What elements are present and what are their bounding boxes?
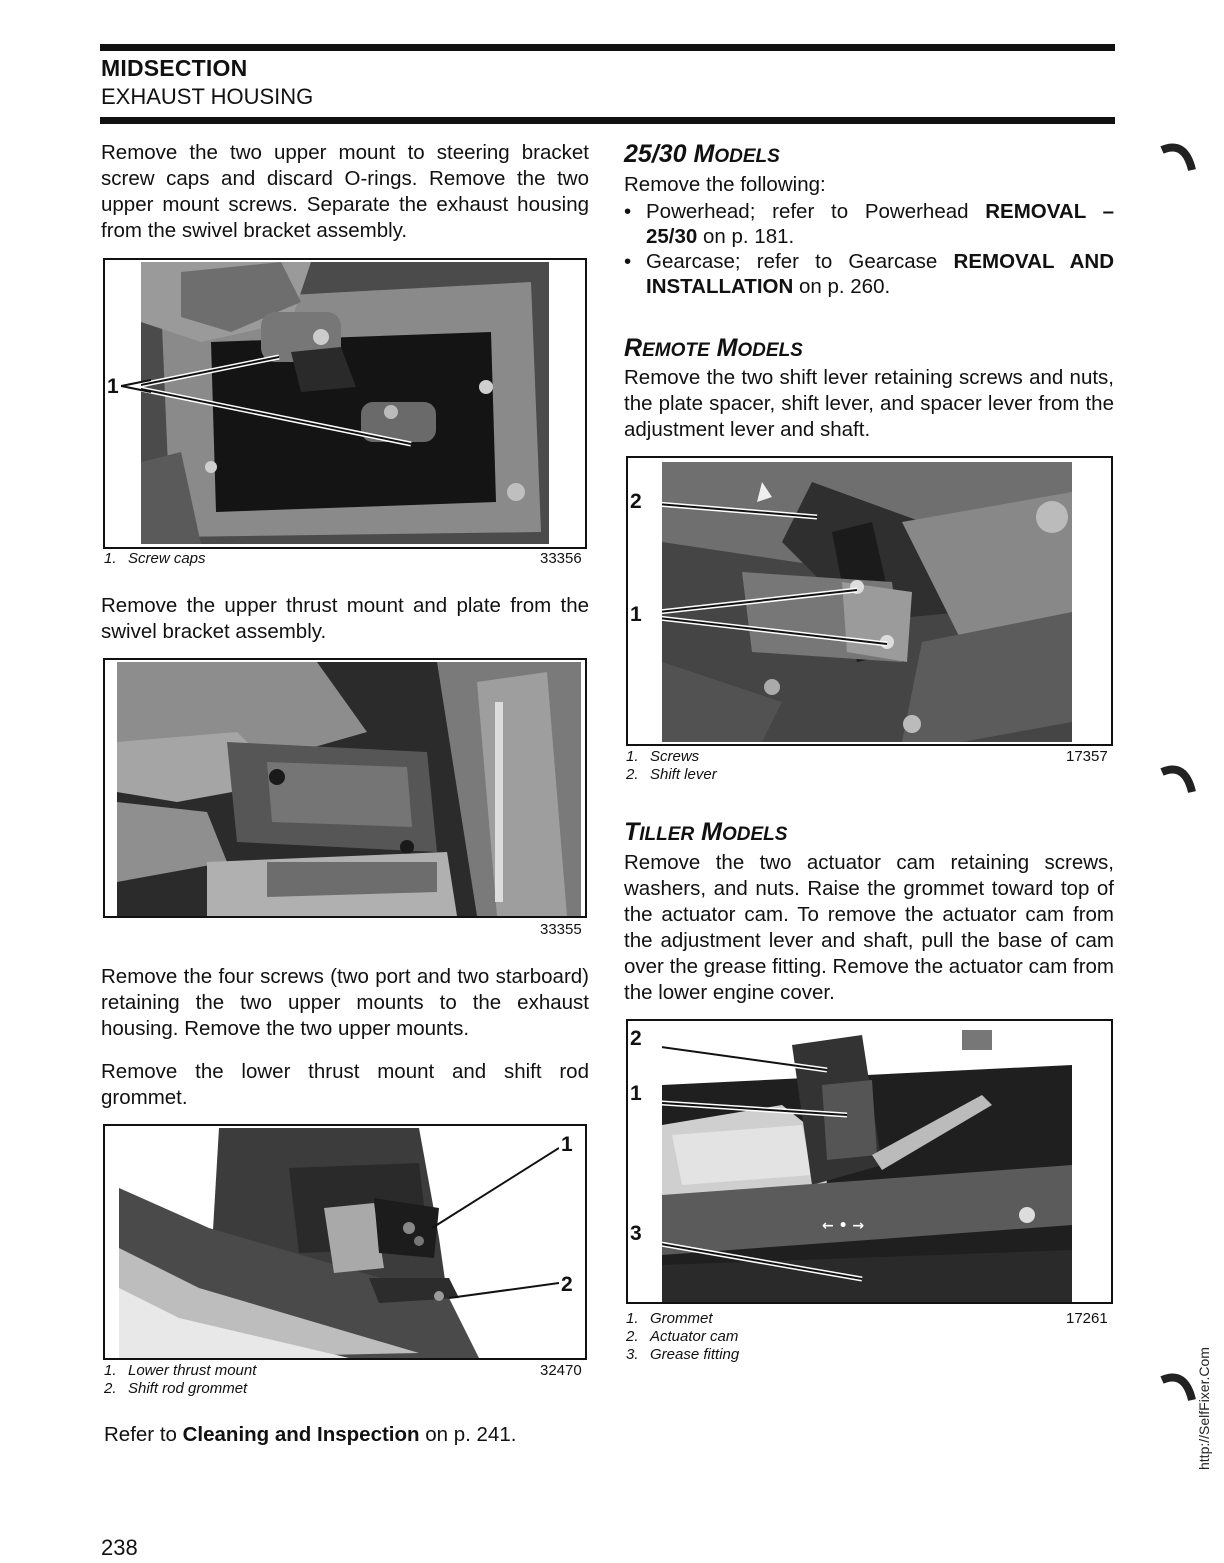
callout-2: 2 [630, 490, 642, 513]
header-rule [100, 117, 1115, 124]
caption-shift-lever [626, 748, 717, 784]
photo-lower-thrust-mount [119, 1128, 559, 1358]
figure-number-17357: 17357 [1066, 748, 1108, 765]
caption-line-1: 1. Screws [626, 748, 700, 765]
figure-lower-thrust-mount [103, 1124, 587, 1360]
figure-upper-thrust-mount [103, 658, 587, 918]
paragraph-remove-lower-thrust-mount: Remove the lower thrust mount and shift rod grommet. [101, 1060, 589, 1109]
caption-line-2: 2. Shift rod grommet [104, 1380, 248, 1397]
callout-1: 1 [561, 1133, 573, 1156]
photo-actuator-cam [662, 1025, 1072, 1303]
caption-line-2: 2. Actuator cam [626, 1328, 739, 1345]
figure-screw-caps [103, 258, 587, 549]
removal-list [624, 199, 1114, 299]
callout-1: 1 [630, 603, 642, 626]
callout-3: 3 [630, 1222, 642, 1245]
caption-line-1: 1. Lower thrust mount [104, 1362, 257, 1379]
figure-number-17261: 17261 [1066, 1310, 1108, 1327]
photo-shift-lever [662, 462, 1072, 742]
callout-1: 1 [107, 375, 119, 398]
figure-shift-lever [626, 456, 1113, 746]
photo-upper-thrust-mount [117, 662, 581, 916]
caption-actuator-cam [626, 1310, 739, 1364]
intro-remove-following: Remove the following: [624, 173, 826, 196]
callout-2: 2 [561, 1273, 573, 1296]
top-rule [100, 44, 1115, 51]
photo-screw-caps [141, 262, 549, 544]
section-title: MIDSECTION [101, 55, 248, 81]
paragraph-remove-thrust-mount: Remove the upper thrust mount and plate from the swivel bracket assembly. [101, 594, 589, 643]
binder-ring-mark [1160, 762, 1200, 802]
watermark: http://SelfFixer.Com [1196, 1347, 1212, 1470]
heading-25-30-models: 25/30 MODELS [624, 140, 780, 168]
svg-text:← • →: ← • → [822, 1218, 865, 1234]
figure-number-33355: 33355 [540, 921, 582, 938]
page-number: 238 [101, 1535, 138, 1560]
paragraph-remove-four-screws: Remove the four screws (two port and two starboard) retaining the two upper mounts to the exhaust housing. Remove the two upper mounts. [101, 965, 589, 1040]
callout-2: 2 [630, 1027, 642, 1050]
heading-remote-models: REMOTE MODELS [624, 334, 803, 362]
paragraph-tiller-models: Remove the two actuator cam retaining screws, washers, and nuts. Raise the grommet toward top of the actuator cam. To remove the actuator cam from the adjustment lever and shaft, pull the base of cam over the grease fitting. Remove the actuator cam from the lower engine cover. [624, 851, 1114, 1004]
figure-number-33356: 33356 [540, 550, 582, 567]
caption-line-2: 2. Shift lever [626, 766, 717, 783]
figure-actuator-cam [626, 1019, 1113, 1304]
caption-line-1: 1. Grommet [626, 1310, 713, 1327]
heading-tiller-models: TILLER MODELS [624, 818, 788, 846]
paragraph-refer-cleaning: Refer to Cleaning and Inspection on p. 241. [104, 1423, 517, 1446]
list-item: • Powerhead; refer to Powerhead REMOVAL – 25/30 on p. 181. [624, 200, 1114, 248]
paragraph-remote-models: Remove the two shift lever retaining screws and nuts, the plate spacer, shift lever, and spacer lever from the adjustment lever and shaft. [624, 366, 1114, 441]
caption-lower-thrust-mount [104, 1362, 256, 1398]
binder-ring-mark [1160, 140, 1200, 180]
paragraph-remove-screw-caps: Remove the two upper mount to steering bracket screw caps and discard O-rings. Remove the two upper mount screws. Separate the exhaust housing from the swivel bracket assembly. [101, 141, 589, 242]
figure-number-32470: 32470 [540, 1362, 582, 1379]
caption-screw-caps: 1. Screw caps [104, 550, 206, 567]
callout-1: 1 [630, 1082, 642, 1105]
subsection-title: EXHAUST HOUSING [101, 84, 314, 109]
binder-ring-mark [1160, 1370, 1200, 1410]
list-item: • Gearcase; refer to Gearcase REMOVAL AND INSTALLATION on p. 260. [624, 250, 1114, 298]
caption-line-3: 3. Grease fitting [626, 1346, 740, 1363]
